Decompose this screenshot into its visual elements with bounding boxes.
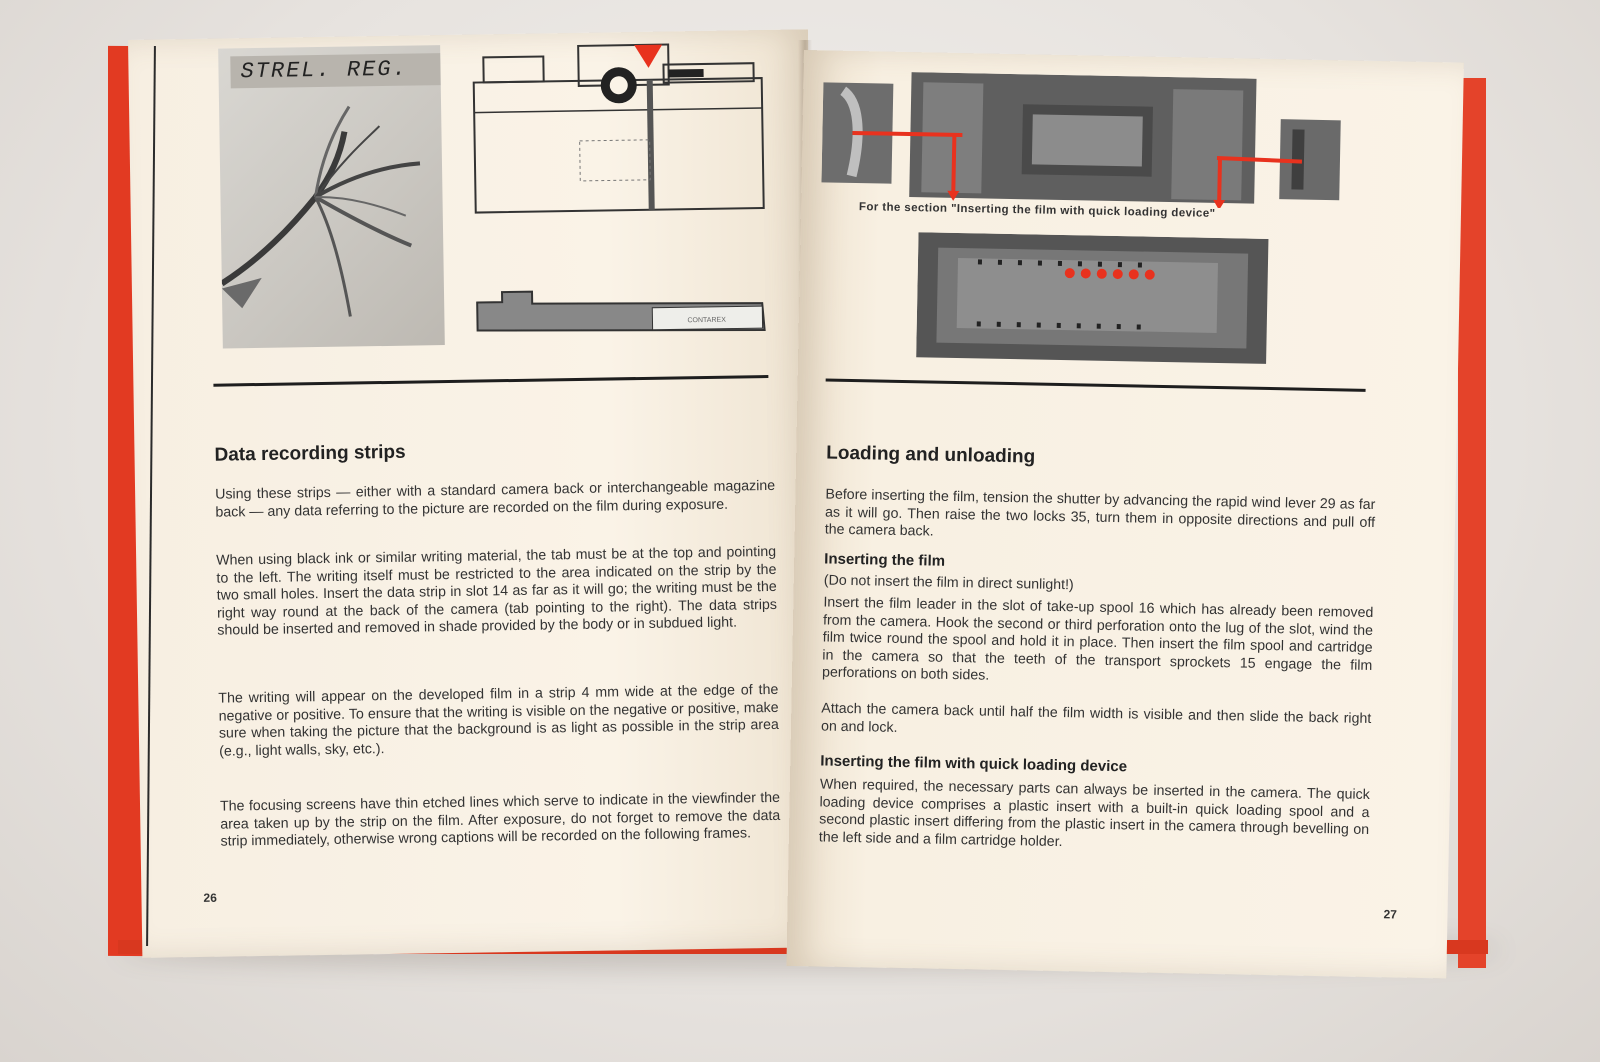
left-divider bbox=[213, 375, 768, 387]
left-paragraph-4: The focusing screens have thin etched lines which serve to indicate in the viewfinder the area taken up by the strip on the film. After exposure, do not forget to remove the data strip immediately, otherwise wrong captions will be recorded on the following frames. bbox=[219, 789, 781, 850]
left-paragraph-1: Using these strips — either with a standard camera back or interchangeable magazine back — any data referring to the picture are recorded on the film during exposure. bbox=[215, 477, 776, 521]
section-inserting-film-note: (Do not insert the film in direct sunlight!) bbox=[823, 572, 1074, 594]
left-paragraph-3: The writing will appear on the developed film in a strip 4 mm wide at the edge of the negative or positive. To ensure that the writing is visible on the negative or positive, make sure when taking the picture that the background is as light as possible in the strip area (e.g., light walls, sky, etc.). bbox=[218, 681, 779, 760]
strip-logo: CONTAREX bbox=[687, 316, 726, 325]
left-heading: Data recording strips bbox=[214, 441, 406, 466]
right-page-number: 27 bbox=[1383, 907, 1398, 922]
section-quick-loading-title: Inserting the film with quick loading device bbox=[820, 752, 1128, 776]
section-inserting-film-body: Insert the film leader in the slot of take-up spool 16 which has already been removed from the camera. Hook the second or third perforation onto the lug of the slot, wind the film twice round the spool and hold it in place. Then insert the film spool and cartridge in the camera so that the teeth of the transport sprockets 15 engage the film perforations on both sides. bbox=[821, 594, 1374, 684]
film-chamber-photo bbox=[821, 70, 1363, 210]
section-inserting-film-title: Inserting the film bbox=[824, 550, 946, 570]
right-divider bbox=[826, 378, 1366, 391]
film-sprocket-photo bbox=[916, 232, 1278, 369]
photo-caption: STREL. REG. bbox=[230, 53, 440, 88]
left-page bbox=[128, 29, 822, 958]
right-intro: Before inserting the film, tension the shutter by advancing the rapid wind lever 29 as far as it will go. Then raise the two locks 35, turn them in opposite directions and pull off the camera back. bbox=[824, 486, 1376, 540]
right-page bbox=[786, 50, 1463, 979]
booklet-cover-right-edge bbox=[1458, 78, 1486, 968]
left-paragraph-2: When using black ink or similar writing material, the tab must be at the top and pointing to the left. The writing itself must be restricted to the area indicated on the strip by the two small holes. Insert the data strip in slot 14 as far as it will go; the writing must be the right way round at the back of the camera (tab pointing to the right). The data strips should be inserted and removed in shade provided by the body or in subdued light. bbox=[216, 543, 778, 639]
figure-caption: For the section "Inserting the film with quick loading device" bbox=[858, 201, 1216, 220]
bird-of-paradise-illustration bbox=[218, 45, 445, 348]
camera-top-diagram bbox=[468, 38, 773, 343]
flower-photo bbox=[218, 45, 445, 348]
section-quick-loading-body: When required, the necessary parts can always be inserted in the camera. The quick loading device comprises a plastic insert with a built-in quick loading spool and a second plastic insert differing from the plastic insert in the camera through bevelling on the left side and a film cartridge holder. bbox=[818, 776, 1370, 850]
section-inserting-film-body-2: Attach the camera back until half the film width is visible and then slide the back right on and lock. bbox=[820, 700, 1372, 736]
right-heading: Loading and unloading bbox=[826, 442, 1036, 468]
left-page-number: 26 bbox=[203, 890, 217, 905]
